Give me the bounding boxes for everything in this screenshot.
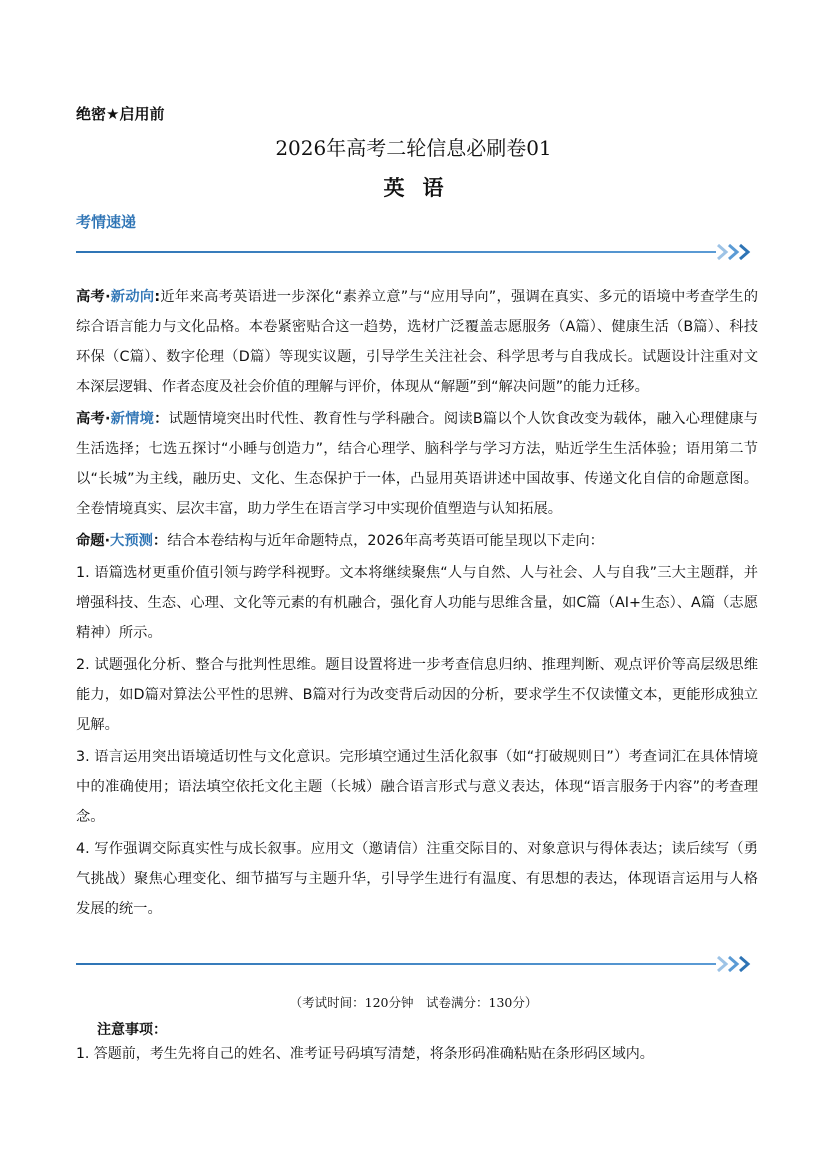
bottom-divider xyxy=(76,955,752,973)
note-item: 1. 答题前，考生先将自己的姓名、准考证号码填写清楚，将条形码准确粘贴在条形码区域内。 xyxy=(76,1046,654,1062)
paragraph-lead: 命题·大预测： xyxy=(76,533,168,549)
intro-body xyxy=(76,282,758,924)
paragraph-new-trend xyxy=(76,282,758,402)
exam-time-score: （考试时间：120分钟 试卷满分：130分） xyxy=(289,995,538,1010)
forecast-item-1: 1. 语篇选材更重价值引领与跨学科视野。文本将继续聚焦“人与自然、人与社会、人与自我”三大主题群，并增强科技、生态、心理、文化等元素的有机融合，强化育人功能与思维含量，如C篇（AI+生态）、A篇（志愿精神）所示。 xyxy=(76,565,758,641)
forecast-item-2: 2. 试题强化分析、整合与批判性思维。题目设置将进一步考查信息归纳、推理判断、观点评价等高层级思维能力，如D篇对算法公平性的思辨、B篇对行为改变背后动因的分析，要求学生不仅读懂文本，更能形成独立见解。 xyxy=(76,657,758,733)
notes-title: 注意事项： xyxy=(97,1022,167,1038)
paragraph-text: 近年来高考英语进一步深化“素养立意”与“应用导向”，强调在真实、多元的语境中考查学生的综合语言能力与文化品格。本卷紧密贴合这一趋势，选材广泛覆盖志愿服务（A篇）、健康生活（B篇）、科技环保（C篇）、数字伦理（D篇）等现实议题，引导学生关注社会、科学思考与自我成长。试题设计注重对文本深层逻辑、作者态度及社会价值的理解与评价，体现从“解题”到“解决问题”的能力迁移。 xyxy=(76,289,759,395)
forecast-item-4: 4. 写作强调交际真实性与成长叙事。应用文（邀请信）注重交际目的、对象意识与得体表达；读后续写（勇气挑战）聚焦心理变化、细节描写与主题升华，引导学生进行有温度、有思想的表达，体现语言运用与人格发展的统一。 xyxy=(76,841,758,917)
paragraph-lead: 高考·新动向: xyxy=(76,289,161,305)
paragraph-forecast xyxy=(76,526,758,556)
paragraph-lead: 高考·新情境： xyxy=(76,411,169,427)
paragraph-new-context xyxy=(76,404,758,524)
top-divider xyxy=(76,243,752,261)
chevron-arrows-icon xyxy=(716,243,752,261)
confidential-label: 绝密★启用前 xyxy=(76,105,165,123)
subject-title: 英语 xyxy=(383,175,462,200)
exam-title: 2026年高考二轮信息必刷卷01 xyxy=(275,136,552,160)
paragraph-text: 结合本卷结构与近年命题特点，2026年高考英语可能呈现以下走向： xyxy=(167,533,604,549)
paragraph-text: 试题情境突出时代性、教育性与学科融合。阅读B篇以个人饮食改变为载体，融入心理健康与生活选择；七选五探讨“小睡与创造力”，结合心理学、脑科学与学习方法，贴近学生生活体验；语用第二节以“长城”为主线，融历史、文化、生态保护于一体，凸显用英语讲述中国故事、传递文化自信的命题意图。全卷情境真实、层次丰富，助力学生在语言学习中实现价值塑造与认知拓展。 xyxy=(76,411,759,517)
chevron-arrows-icon xyxy=(716,955,752,973)
forecast-item-3: 3. 语言运用突出语境适切性与文化意识。完形填空通过生活化叙事（如“打破规则日”）考查词汇在具体情境中的准确使用；语法填空依托文化主题（长城）融合语言形式与意义表达，体现“语言服务于内容”的考查理念。 xyxy=(76,749,758,825)
section-title: 考情速递 xyxy=(76,213,137,231)
